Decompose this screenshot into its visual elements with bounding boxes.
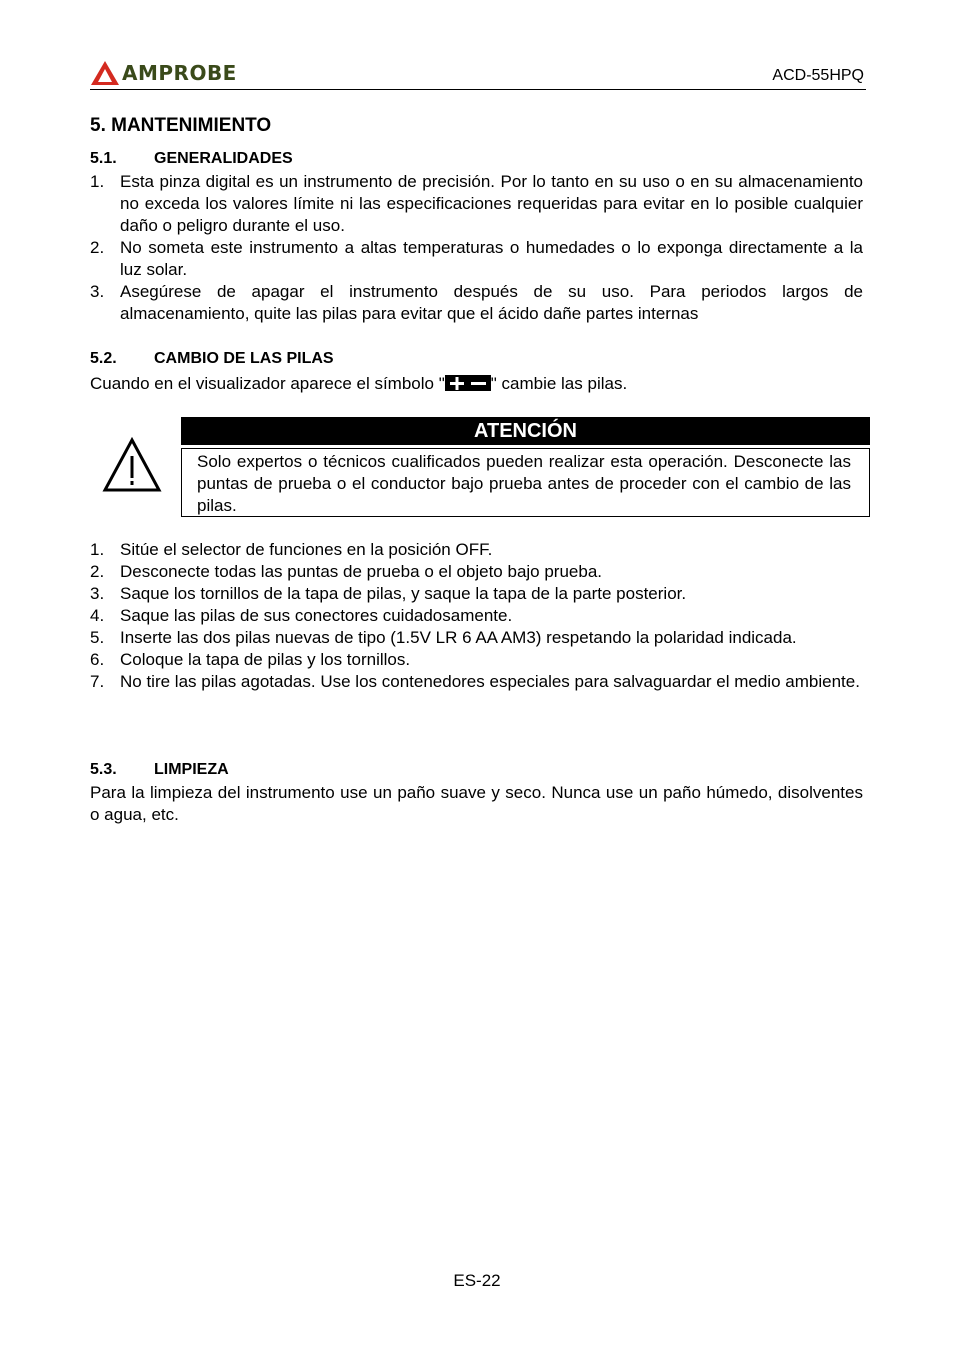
battery-steps-list	[90, 539, 863, 693]
list-number: 3.	[90, 282, 105, 301]
list-text: No tire las pilas agotadas. Use los contenedores especiales para salvaguardar el medio ambiente.	[120, 672, 860, 691]
warning-triangle-icon	[102, 437, 162, 493]
battery-low-icon	[445, 375, 491, 391]
list-number: 1.	[90, 540, 105, 559]
list-text: Saque las pilas de sus conectores cuidadosamente.	[120, 606, 513, 625]
model-number: ACD-55HPQ	[772, 67, 864, 84]
list-number: 2.	[90, 562, 105, 581]
intro-text-before: Cuando en el visualizador aparece el símbolo "	[90, 374, 445, 393]
brand-logo	[90, 58, 237, 88]
list-item	[90, 627, 863, 649]
list-item	[90, 281, 863, 325]
warning-box	[181, 448, 870, 517]
subsection-heading-generalidades	[90, 150, 293, 168]
list-number: 6.	[90, 650, 105, 669]
list-item	[90, 649, 863, 671]
warning-text: Solo expertos o técnicos cualificados pueden realizar esta operación. Desconecte las puntas de prueba o el conductor bajo prueba antes de proceder con el cambio de las pilas.	[197, 452, 851, 515]
list-item	[90, 539, 863, 561]
list-text: Inserte las dos pilas nuevas de tipo (1.5V LR 6 AA AM3) respetando la polaridad indicada.	[120, 628, 797, 647]
list-number: 2.	[90, 238, 105, 257]
intro-text-after: " cambie las pilas.	[490, 374, 628, 393]
list-text: Saque los tornillos de la tapa de pilas, y saque la tapa de la parte posterior.	[120, 584, 687, 603]
list-number: 3.	[90, 584, 105, 603]
list-text: Esta pinza digital es un instrumento de precisión. Por lo tanto en su uso o en su almacenamiento no exceda los valores límite ni las especificaciones requeridas para evitar en lo posible cualquier daño o peligro durante el uso.	[120, 172, 863, 235]
subsection-number: 5.1.	[90, 150, 117, 167]
list-item	[90, 605, 863, 627]
list-number: 5.	[90, 628, 105, 647]
subsection-title: CAMBIO DE LAS PILAS	[154, 350, 334, 367]
subsection-number: 5.3.	[90, 761, 117, 778]
list-item	[90, 671, 863, 693]
header-divider	[90, 89, 866, 90]
section-title: 5. MANTENIMIENTO	[90, 115, 272, 136]
page-number: ES-22	[453, 1271, 501, 1290]
battery-intro	[90, 373, 863, 395]
generalidades-list	[90, 171, 863, 325]
list-text: No someta este instrumento a altas temperaturas o humedades o lo exponga directamente a la luz solar.	[120, 238, 863, 279]
list-text: Sitúe el selector de funciones en la posición OFF.	[120, 540, 493, 559]
list-item	[90, 561, 863, 583]
list-text: Asegúrese de apagar el instrumento después de su uso. Para periodos largos de almacenamiento, quite las pilas para evitar que el ácido dañe partes internas	[120, 282, 863, 323]
cleaning-text: Para la limpieza del instrumento use un paño suave y seco. Nunca use un paño húmedo, disolventes o agua, etc.	[90, 783, 863, 824]
list-text: Coloque la tapa de pilas y los tornillos.	[120, 650, 411, 669]
list-text: Desconecte todas las puntas de prueba o el objeto bajo prueba.	[120, 562, 603, 581]
list-number: 4.	[90, 606, 105, 625]
brand-triangle-icon	[90, 60, 120, 86]
subsection-number: 5.2.	[90, 350, 117, 367]
brand-name: AMPROBE	[122, 61, 237, 85]
subsection-heading-cambio-pilas	[90, 350, 334, 368]
list-number: 1.	[90, 172, 105, 191]
list-item	[90, 237, 863, 281]
list-item	[90, 583, 863, 605]
subsection-title: LIMPIEZA	[154, 761, 229, 778]
subsection-heading-limpieza	[90, 761, 229, 779]
list-item	[90, 171, 863, 237]
list-number: 7.	[90, 672, 105, 691]
warning-title: ATENCIÓN	[181, 417, 870, 445]
subsection-title: GENERALIDADES	[154, 150, 293, 167]
